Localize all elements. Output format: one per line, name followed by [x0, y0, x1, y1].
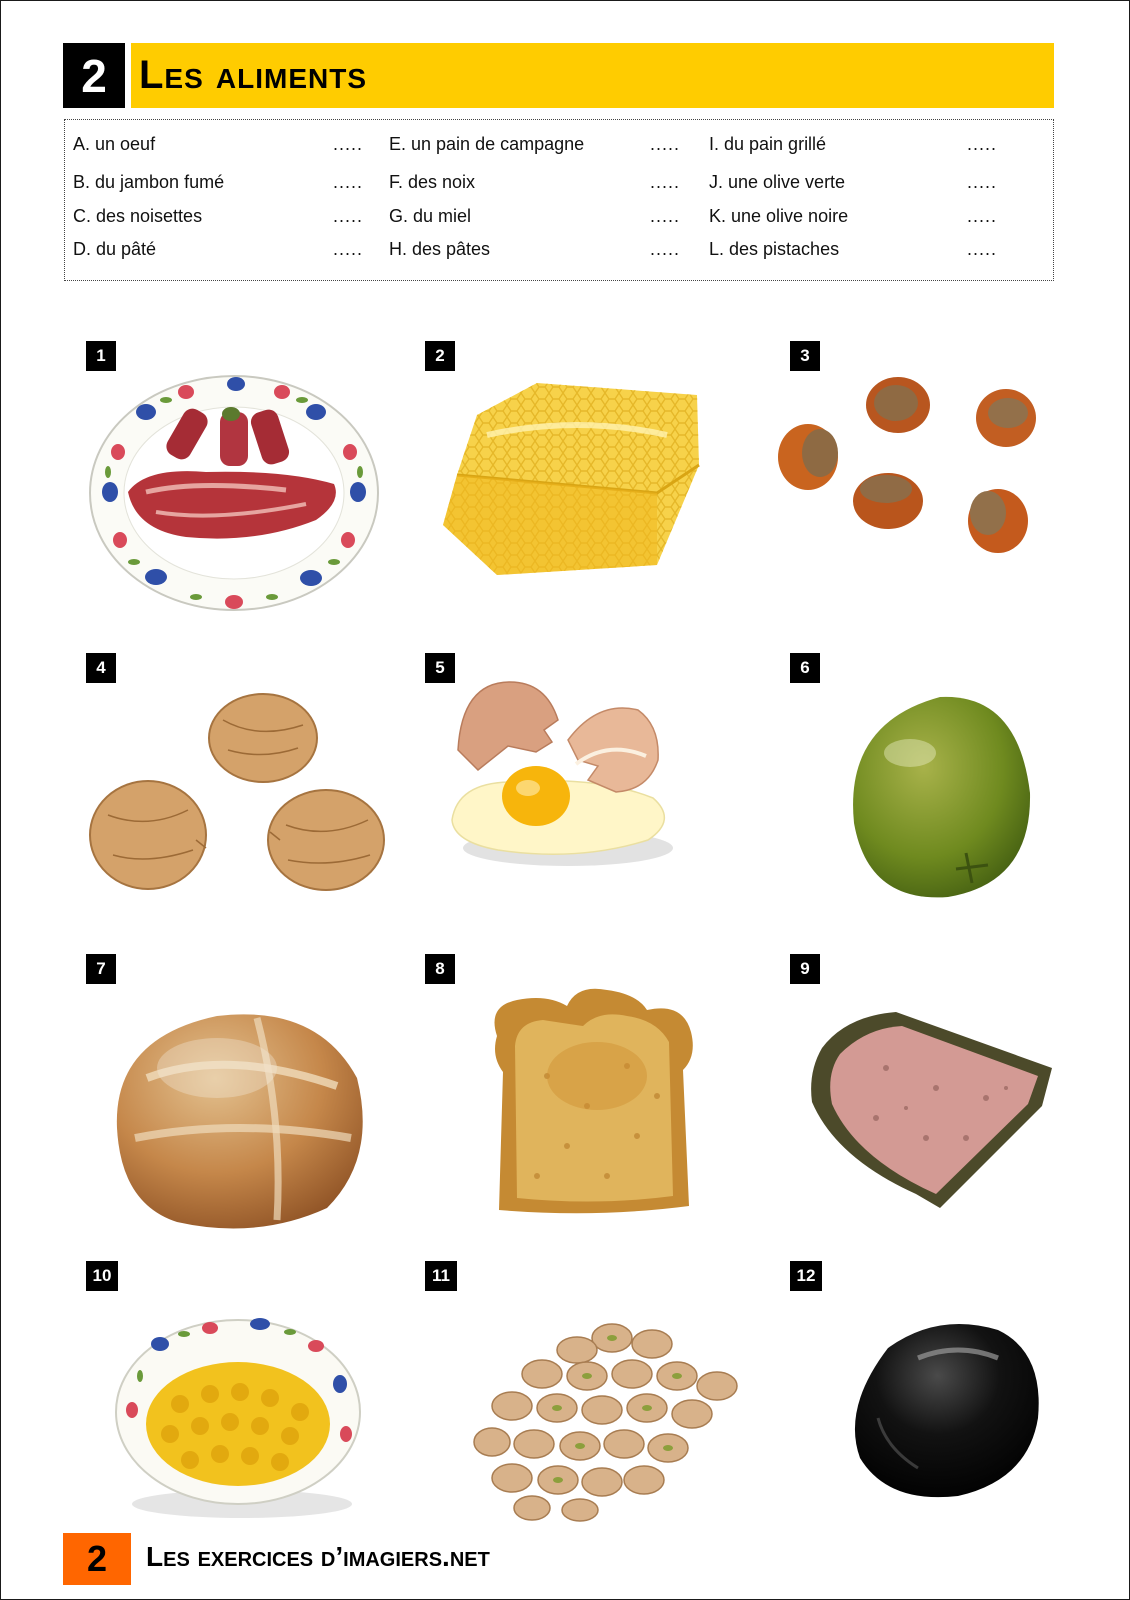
- walnuts-icon: [88, 690, 388, 898]
- answer-blank[interactable]: .....: [333, 172, 364, 192]
- footer-page-number: 2: [63, 1533, 131, 1585]
- pate-slice-icon: [806, 1008, 1054, 1208]
- picture-number: 2: [425, 341, 455, 371]
- picture-number: 3: [790, 341, 820, 371]
- picture-number: 5: [425, 653, 455, 683]
- answer-blank[interactable]: .....: [333, 134, 364, 154]
- toast-icon: [487, 986, 697, 1218]
- header-bar: [131, 43, 1054, 108]
- picture-number: 10: [86, 1261, 118, 1291]
- picture-number: 8: [425, 954, 455, 984]
- bread-loaf-icon: [107, 1008, 371, 1234]
- answer-blank[interactable]: .....: [650, 239, 681, 259]
- cracked-egg-icon: [448, 680, 688, 880]
- vocab-item: A. un oeuf: [73, 134, 156, 154]
- page-title: Les aliments: [139, 53, 368, 97]
- picture-number: 4: [86, 653, 116, 683]
- vocab-item: B. du jambon fumé: [73, 172, 225, 192]
- ham-plate-icon: [86, 372, 382, 614]
- vocab-item: F. des noix: [389, 172, 476, 192]
- pasta-bowl-icon: [110, 1314, 374, 1520]
- answer-blank[interactable]: .....: [333, 239, 364, 259]
- picture-number: 12: [790, 1261, 822, 1291]
- vocab-item: J. une olive verte: [709, 172, 846, 192]
- answer-blank[interactable]: .....: [650, 206, 681, 226]
- answer-blank[interactable]: .....: [333, 206, 364, 226]
- picture-number: 1: [86, 341, 116, 371]
- hazelnuts-icon: [778, 373, 1056, 563]
- answer-blank[interactable]: .....: [967, 206, 998, 226]
- header-number: 2: [63, 43, 125, 108]
- vocabulary-box: [64, 119, 1054, 281]
- answer-blank[interactable]: .....: [967, 134, 998, 154]
- picture-number: 6: [790, 653, 820, 683]
- vocab-item: H. des pâtes: [389, 239, 491, 259]
- vocab-item: K. une olive noire: [709, 206, 849, 226]
- answer-blank[interactable]: .....: [650, 172, 681, 192]
- vocab-item: G. du miel: [389, 206, 472, 226]
- picture-number: 7: [86, 954, 116, 984]
- vocab-item: D. du pâté: [73, 239, 157, 259]
- vocab-item: L. des pistaches: [709, 239, 840, 259]
- green-olive-icon: [848, 693, 1034, 901]
- answer-blank[interactable]: .....: [967, 172, 998, 192]
- answer-blank[interactable]: .....: [650, 134, 681, 154]
- vocab-item: C. des noisettes: [73, 206, 203, 226]
- picture-number: 9: [790, 954, 820, 984]
- answer-blank[interactable]: .....: [967, 239, 998, 259]
- black-olive-icon: [848, 1318, 1040, 1500]
- vocab-item: E. un pain de campagne: [389, 134, 585, 154]
- vocab-item: I. du pain grillé: [709, 134, 827, 154]
- picture-number: 11: [425, 1261, 457, 1291]
- honeycomb-icon: [437, 375, 709, 580]
- pistachios-icon: [472, 1314, 754, 1522]
- footer-site-name: Les exercices d’imagiers.net: [146, 1541, 490, 1572]
